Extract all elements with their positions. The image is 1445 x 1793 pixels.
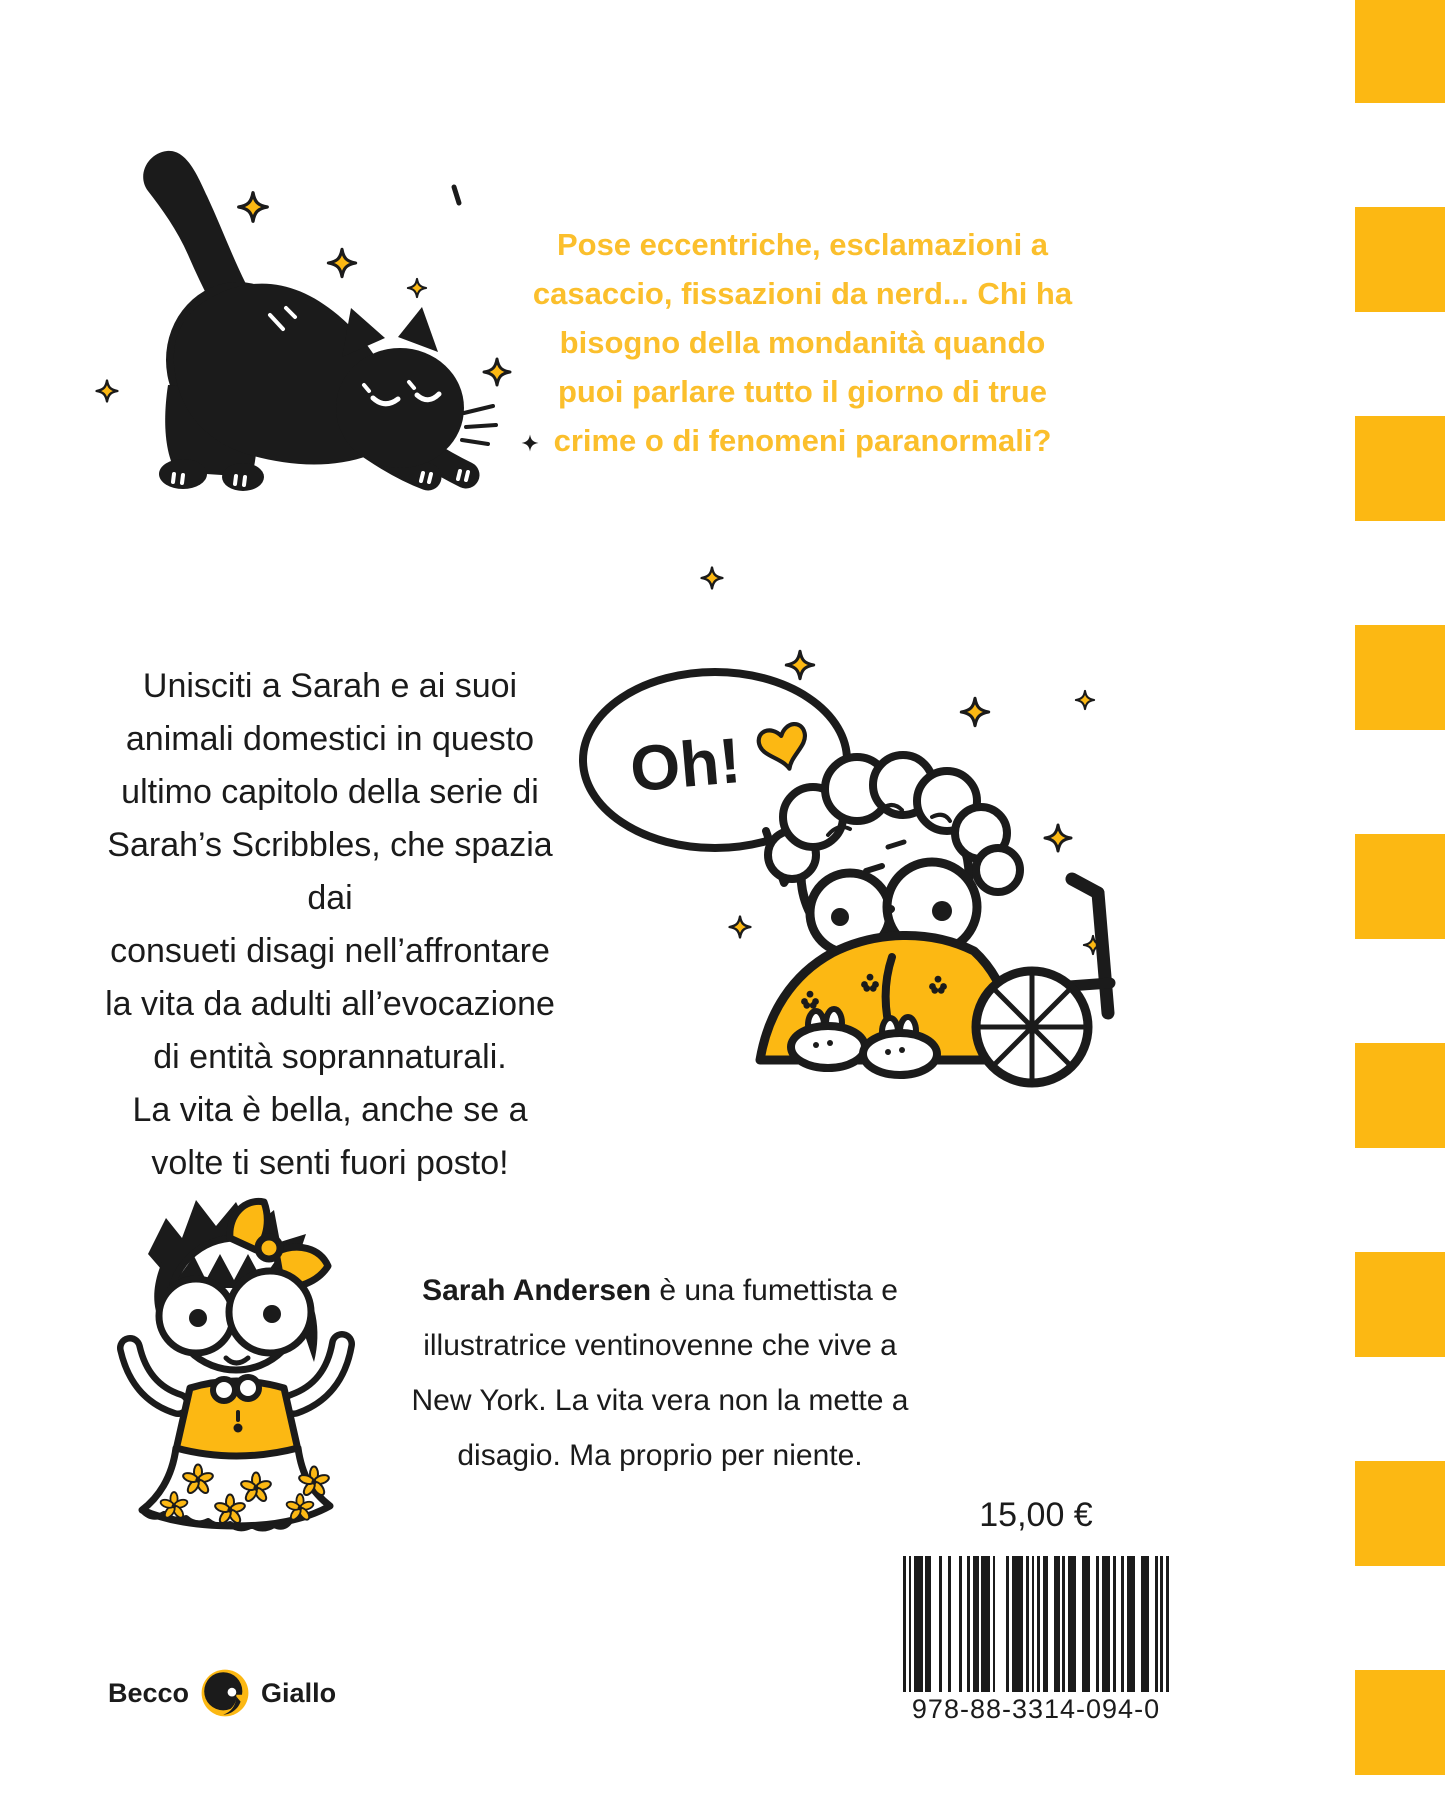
edge-square — [1355, 1252, 1445, 1357]
sparkle-icon — [961, 698, 988, 725]
price: 15,00 € — [979, 1496, 1093, 1534]
synopsis-line: animali domestici in questo — [125, 720, 535, 758]
tagline-line: casaccio, fissazioni da nerd... Chi ha — [532, 276, 1073, 311]
barcode-module — [1166, 1556, 1169, 1692]
publisher-word-giallo: Giallo — [261, 1677, 337, 1708]
author-name: Sarah Andersen — [422, 1274, 652, 1307]
tagline-line: puoi parlare tutto il giorno di true — [557, 374, 1048, 409]
tagline-line: bisogno della mondanità quando — [559, 325, 1046, 360]
sparkle-icon — [730, 917, 751, 938]
becco-giallo-bird-icon — [199, 1667, 251, 1719]
cat-whisker — [466, 425, 496, 427]
bio-line: New York. La vita vera non la mette a — [411, 1384, 909, 1417]
bio-line: disagio. Ma proprio per niente. — [457, 1439, 863, 1472]
flower-skirt — [142, 1448, 330, 1529]
bio-line: Sarah Andersen è una fumettista e — [422, 1274, 898, 1307]
tiny-sparkle — [515, 428, 545, 458]
isbn-number: 978-88-3314-094-0 — [911, 1694, 1161, 1724]
edge-square — [1355, 416, 1445, 521]
publisher-word-becco: Becco — [108, 1677, 190, 1708]
barcode-bars — [903, 1556, 1169, 1692]
synopsis — [85, 660, 575, 1190]
author-bio — [395, 1263, 925, 1483]
edge-square — [1355, 207, 1445, 312]
synopsis-line: Unisciti a Sarah e ai suoi — [142, 667, 518, 705]
sparkle-icon — [239, 193, 268, 222]
yellow-top — [176, 1377, 298, 1458]
cat-whisker — [462, 440, 488, 444]
sparkle-icon — [484, 359, 510, 385]
sparkle-icon — [1045, 825, 1071, 851]
synopsis-line: volte ti senti fuori posto! — [151, 1144, 509, 1182]
edge-square — [1355, 1043, 1445, 1148]
old-sarah-wheelchair-illustration — [570, 545, 1115, 1090]
edge-square — [1355, 834, 1445, 939]
sparkle-icon — [97, 381, 118, 402]
synopsis-line: consueti disagi nell’affrontare — [110, 932, 550, 970]
edge-square — [1355, 625, 1445, 730]
barcode — [903, 1556, 1169, 1725]
sparkle-icon — [702, 568, 723, 589]
cat-head — [336, 348, 464, 468]
tagline-line: Pose eccentriche, esclamazioni a — [556, 227, 1049, 262]
synopsis-line: la vita da adulti all’evocazione — [105, 985, 555, 1023]
pupil — [831, 908, 849, 926]
pupil — [189, 1309, 207, 1327]
edge-square — [1355, 1670, 1445, 1775]
black-cat-illustration — [70, 125, 520, 495]
synopsis-line: La vita è bella, anche se a — [132, 1091, 528, 1129]
cat-tail — [143, 151, 246, 303]
tagline — [530, 220, 1075, 465]
synopsis-line: ultimo capitolo della serie di — [121, 773, 539, 811]
sparkle-icon — [522, 435, 539, 452]
tiny-dash — [454, 187, 459, 203]
tagline-line: crime o di fenomeni paranormali? — [553, 423, 1052, 458]
sparkle-icon — [786, 651, 813, 678]
edge-square — [1355, 1461, 1445, 1566]
sparkle-icon — [1076, 691, 1094, 709]
publisher-logo — [108, 1666, 336, 1720]
edge-squares — [1355, 0, 1445, 1793]
wheelchair-wheel — [976, 971, 1110, 1083]
young-sarah-illustration — [78, 1192, 358, 1517]
sparkle-icon — [408, 279, 426, 297]
sparkle-icon — [328, 249, 355, 276]
speech-bubble-text: Oh! — [627, 723, 744, 806]
cat-ear — [398, 307, 438, 352]
bio-line: illustratrice ventinovenne che vive a — [423, 1329, 897, 1362]
edge-square — [1355, 0, 1445, 103]
pupil — [263, 1305, 281, 1323]
cat-whisker — [464, 406, 493, 413]
pupil — [932, 901, 952, 921]
synopsis-line: Sarah’s Scribbles, che spazia dai — [107, 826, 553, 917]
synopsis-line: di entità soprannaturali. — [153, 1038, 507, 1076]
